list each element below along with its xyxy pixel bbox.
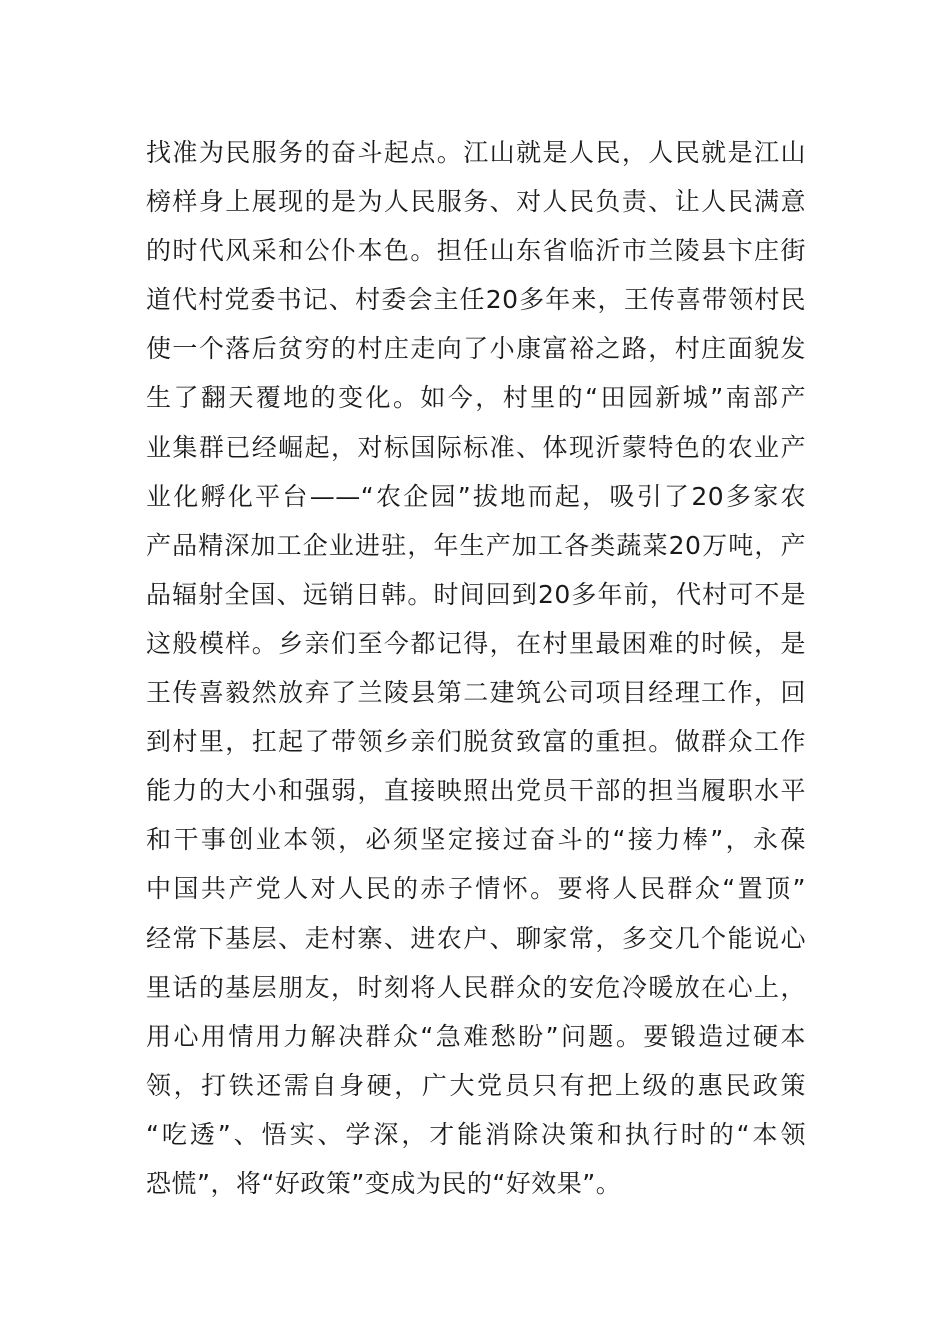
text-line: 用心用情用力解决群众“急难愁盼”问题。要锻造过硬本	[146, 1021, 806, 1051]
text-line: 领，打铁还需自身硬，广大党员只有把上级的惠民政策	[146, 1070, 806, 1100]
text-line: 经常下基层、走村寨、进农户、聊家常，多交几个能说心	[146, 923, 806, 953]
text-line: 到村里，扛起了带领乡亲们脱贫致富的重担。做群众工作	[146, 727, 806, 757]
text-line: 业化孵化平台——“农企园”拔地而起，吸引了20多家农	[146, 481, 806, 511]
text-line: 和干事创业本领，必须坚定接过奋斗的“接力棒”，永葆	[146, 825, 806, 855]
text-line: 的时代风采和公仆本色。担任山东省临沂市兰陵县卞庄街	[146, 236, 806, 266]
text-line: 产品精深加工企业进驻，年生产加工各类蔬菜20万吨，产	[146, 530, 806, 560]
text-line: 里话的基层朋友，时刻将人民群众的安危冷暖放在心上，	[146, 972, 806, 1002]
text-line: 能力的大小和强弱，直接映照出党员干部的担当履职水平	[146, 776, 806, 806]
text-line: 这般模样。乡亲们至今都记得，在村里最困难的时候，是	[146, 628, 806, 658]
body-paragraph	[146, 128, 806, 1208]
text-line: 恐慌”，将“好政策”变成为民的“好效果”。	[146, 1168, 622, 1198]
text-line: “吃透”、悟实、学深，才能消除决策和执行时的“本领	[146, 1119, 806, 1149]
text-line: 王传喜毅然放弃了兰陵县第二建筑公司项目经理工作，回	[146, 678, 806, 708]
text-line: 中国共产党人对人民的赤子情怀。要将人民群众“置顶”	[146, 874, 806, 904]
text-line: 品辐射全国、远销日韩。时间回到20多年前，代村可不是	[146, 579, 806, 609]
text-line: 道代村党委书记、村委会主任20多年来，王传喜带领村民	[146, 285, 806, 315]
text-line: 使一个落后贫穷的村庄走向了小康富裕之路，村庄面貌发	[146, 334, 806, 364]
text-line: 找准为民服务的奋斗起点。江山就是人民，人民就是江山	[146, 138, 806, 167]
text-line: 业集群已经崛起，对标国际标准、体现沂蒙特色的农业产	[146, 432, 806, 462]
text-line: 生了翻天覆地的变化。如今，村里的“田园新城”南部产	[146, 383, 806, 413]
text-line: 榜样身上展现的是为人民服务、对人民负责、让人民满意	[146, 187, 806, 217]
